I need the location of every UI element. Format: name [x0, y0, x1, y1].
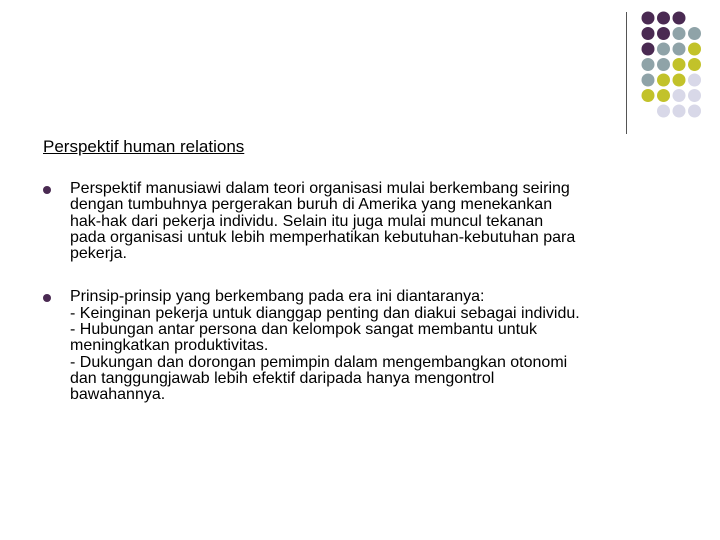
bullet-item: [43, 181, 703, 262]
decorative-vertical-rule: [626, 12, 627, 134]
decorative-dot: [673, 12, 686, 25]
decorative-dot: [673, 27, 686, 40]
decorative-dot: [688, 89, 701, 102]
slide-title: Perspektif human relations: [43, 137, 245, 156]
bullet-text-line: bawahannya.: [70, 386, 166, 404]
decorative-dot: [642, 74, 655, 87]
bullet-text-line: pada organisasi untuk lebih memperhatikan kebutuhan-kebutuhan para: [70, 228, 576, 246]
decorative-dot: [673, 89, 686, 102]
decorative-dot: [657, 27, 670, 40]
decorative-dot: [673, 105, 686, 118]
decorative-dot: [657, 58, 670, 71]
bullet-list: [43, 181, 703, 431]
decorative-dot: [642, 89, 655, 102]
bullet-text-line: hak-hak dari pekerja individu. Selain itu juga mulai muncul tekanan: [70, 212, 544, 230]
bullet-text-line: - Hubungan antar persona dan kelompok sangat membantu untuk: [70, 321, 537, 339]
decorative-dot: [688, 58, 701, 71]
bullet-text-line: Perspektif manusiawi dalam teori organisasi mulai berkembang seiring: [70, 180, 570, 197]
bullet-dot-icon: [43, 186, 51, 194]
decorative-dot: [657, 89, 670, 102]
decorative-dot: [673, 74, 686, 87]
decorative-dot: [657, 12, 670, 25]
decorative-dot: [657, 74, 670, 87]
decorative-dot: [657, 43, 670, 56]
decorative-dot: [688, 105, 701, 118]
bullet-text-line: pekerja.: [70, 245, 127, 263]
decorative-dot: [657, 105, 670, 118]
bullet-text-line: Prinsip-prinsip yang berkembang pada era ini diantaranya:: [70, 288, 485, 306]
bullet-text-line: dan tanggungjawab lebih efektif daripada hanya mengontrol: [70, 369, 495, 387]
decorative-dot: [688, 74, 701, 87]
bullet-item: [43, 289, 703, 403]
decorative-dot: [642, 12, 655, 25]
decorative-dot: [642, 58, 655, 71]
bullet-text-line: - Keinginan pekerja untuk dianggap penting dan diakui sebagai individu.: [70, 304, 580, 322]
bullet-text-line: dengan tumbuhnya pergerakan buruh di Amerika yang menekankan: [70, 196, 553, 214]
decorative-dot: [642, 43, 655, 56]
decorative-dot: [688, 43, 701, 56]
decorative-dot: [673, 43, 686, 56]
bullet-text-line: meningkatkan produktivitas.: [70, 337, 269, 355]
bullet-dot-icon: [43, 294, 51, 302]
bullet-text-line: - Dukungan dan dorongan pemimpin dalam mengembangkan otonomi: [70, 353, 568, 371]
decorative-dot: [642, 27, 655, 40]
decorative-dot: [673, 58, 686, 71]
decorative-dot: [688, 27, 701, 40]
